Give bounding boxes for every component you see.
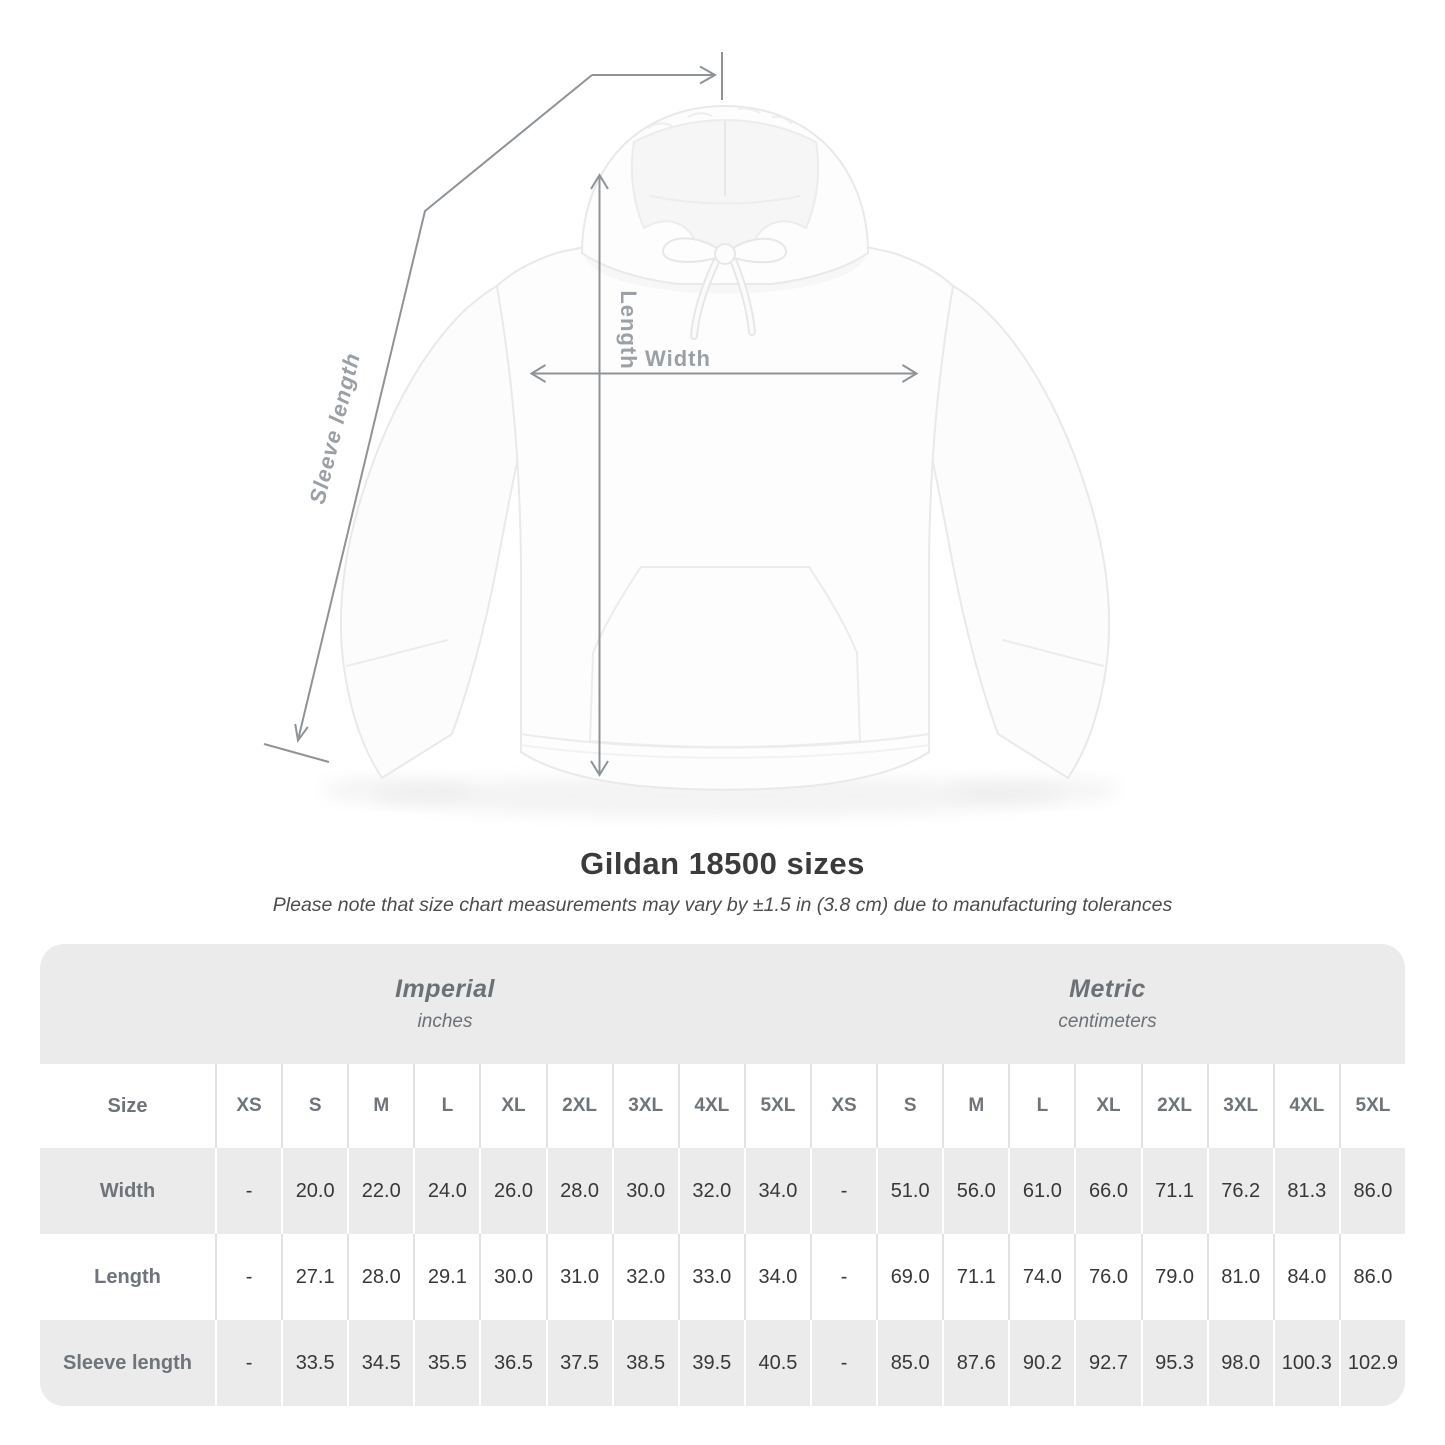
table-row-length <box>40 1234 1405 1320</box>
size-col-header: 2XL <box>546 1064 612 1148</box>
measurement-cell: 29.1 <box>413 1234 479 1320</box>
measurement-cell: 86.0 <box>1339 1234 1405 1320</box>
size-col-header: M <box>942 1064 1008 1148</box>
measurement-cell: - <box>810 1234 876 1320</box>
measurement-cell: 24.0 <box>413 1148 479 1234</box>
measurement-cell: - <box>215 1148 281 1234</box>
table-row-width <box>40 1148 1405 1234</box>
size-col-header: XS <box>810 1064 876 1148</box>
size-col-header: L <box>413 1064 479 1148</box>
measurement-cell: 102.9 <box>1339 1320 1405 1406</box>
measurement-cell: - <box>810 1148 876 1234</box>
size-column-header: Size <box>107 1094 148 1117</box>
measurement-cell: 76.0 <box>1074 1234 1140 1320</box>
measurement-cell: 36.5 <box>479 1320 545 1406</box>
hoodie-hood <box>582 106 868 294</box>
measurement-cell: 22.0 <box>347 1148 413 1234</box>
row-label: Width <box>99 1179 156 1202</box>
size-col-header: M <box>347 1064 413 1148</box>
measurement-cell: 28.0 <box>546 1148 612 1234</box>
size-col-header: XL <box>1074 1064 1140 1148</box>
size-chart-table <box>40 944 1405 1406</box>
measurement-cell: 40.5 <box>744 1320 810 1406</box>
measurement-cell: 56.0 <box>942 1148 1008 1234</box>
measurement-cell: 71.1 <box>942 1234 1008 1320</box>
tolerance-note: Please note that size chart measurements may vary by ±1.5 in (3.8 cm) due to manufacturing tolerances <box>272 894 1173 916</box>
measurement-cell: - <box>810 1320 876 1406</box>
measurement-cell: 66.0 <box>1074 1148 1140 1234</box>
row-label: Sleeve length <box>63 1351 192 1374</box>
measurement-cell: 27.1 <box>281 1234 347 1320</box>
hoodie-pocket <box>590 567 860 747</box>
size-col-header: S <box>281 1064 347 1148</box>
imperial-label: Imperial <box>395 975 495 1003</box>
unit-header-band <box>40 944 1405 1064</box>
metric-label: Metric <box>1069 975 1146 1003</box>
measurement-cell: 74.0 <box>1008 1234 1074 1320</box>
length-label: Length <box>616 290 641 370</box>
measurement-cell: 34.0 <box>744 1148 810 1234</box>
measurement-cell: 81.0 <box>1207 1234 1273 1320</box>
measurement-cell: 51.0 <box>876 1148 942 1234</box>
size-col-header: 4XL <box>1273 1064 1339 1148</box>
measurement-cell: 30.0 <box>612 1148 678 1234</box>
measurement-cell: 81.3 <box>1273 1148 1339 1234</box>
size-col-header: L <box>1008 1064 1074 1148</box>
size-col-header: 3XL <box>612 1064 678 1148</box>
sleeve-length-label: Sleeve length <box>304 350 365 507</box>
measurement-cell: 33.0 <box>678 1234 744 1320</box>
measurement-cell: 85.0 <box>876 1320 942 1406</box>
size-col-header: 5XL <box>744 1064 810 1148</box>
measurement-cell: - <box>215 1320 281 1406</box>
size-col-header: S <box>876 1064 942 1148</box>
measurement-cell: - <box>215 1234 281 1320</box>
size-col-header: 3XL <box>1207 1064 1273 1148</box>
measurement-cell: 28.0 <box>347 1234 413 1320</box>
metric-sublabel: centimeters <box>1058 1011 1157 1032</box>
table-row-sleeve-length <box>40 1320 1405 1406</box>
measurement-cell: 30.0 <box>479 1234 545 1320</box>
measurement-cell: 35.5 <box>413 1320 479 1406</box>
size-col-header: 4XL <box>678 1064 744 1148</box>
measurement-cell: 98.0 <box>1207 1320 1273 1406</box>
imperial-sublabel: inches <box>417 1011 473 1032</box>
hoodie-left-sleeve <box>341 286 520 778</box>
size-col-header: 2XL <box>1141 1064 1207 1148</box>
size-header-row <box>40 1064 1405 1148</box>
metric-unit-header <box>810 944 1405 1064</box>
size-col-header: XS <box>215 1064 281 1148</box>
measurement-cell: 34.0 <box>744 1234 810 1320</box>
width-label: Width <box>645 346 711 371</box>
measurement-cell: 95.3 <box>1141 1320 1207 1406</box>
size-col-header: XL <box>479 1064 545 1148</box>
measurement-cell: 34.5 <box>347 1320 413 1406</box>
measurement-cell: 87.6 <box>942 1320 1008 1406</box>
measurement-cell: 39.5 <box>678 1320 744 1406</box>
measurement-cell: 32.0 <box>612 1234 678 1320</box>
measurement-cell: 37.5 <box>546 1320 612 1406</box>
measurement-cell: 33.5 <box>281 1320 347 1406</box>
measurement-cell: 71.1 <box>1141 1148 1207 1234</box>
row-label: Length <box>94 1265 161 1288</box>
page-title: Gildan 18500 sizes <box>580 846 865 881</box>
measurement-cell: 84.0 <box>1273 1234 1339 1320</box>
measurement-cell: 61.0 <box>1008 1148 1074 1234</box>
measurement-cell: 32.0 <box>678 1148 744 1234</box>
measurement-cell: 38.5 <box>612 1320 678 1406</box>
measurement-cell: 20.0 <box>281 1148 347 1234</box>
measurement-cell: 86.0 <box>1339 1148 1405 1234</box>
measurement-cell: 79.0 <box>1141 1234 1207 1320</box>
measurement-cell: 69.0 <box>876 1234 942 1320</box>
measurement-cell: 90.2 <box>1008 1320 1074 1406</box>
imperial-unit-header <box>40 944 810 1064</box>
measurement-cell: 31.0 <box>546 1234 612 1320</box>
size-col-header: 5XL <box>1339 1064 1405 1148</box>
hoodie-right-sleeve <box>930 286 1109 778</box>
measurement-cell: 100.3 <box>1273 1320 1339 1406</box>
measurement-cell: 76.2 <box>1207 1148 1273 1234</box>
measurement-cell: 92.7 <box>1074 1320 1140 1406</box>
measurement-cell: 26.0 <box>479 1148 545 1234</box>
